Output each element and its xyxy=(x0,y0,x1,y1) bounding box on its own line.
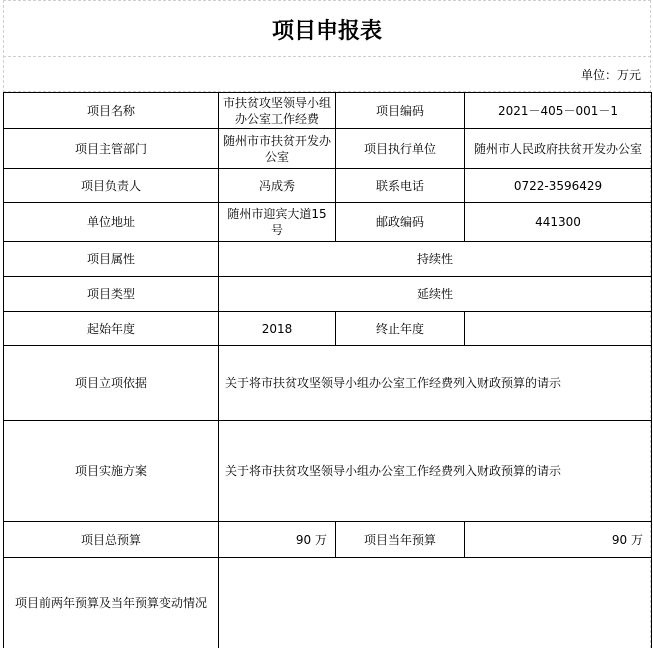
address-cell[interactable]: 随州市迎宾大道15号 xyxy=(219,203,336,242)
end-year-cell[interactable] xyxy=(465,312,652,346)
department-label: 项目主管部门 xyxy=(4,129,219,169)
basis-cell[interactable]: 关于将市扶贫攻坚领导小组办公室工作经费列入财政预算的请示 xyxy=(219,346,652,421)
leader-label: 项目负责人 xyxy=(4,169,219,203)
address-label: 单位地址 xyxy=(4,203,219,242)
table-row xyxy=(4,346,652,421)
total-budget-label: 项目总预算 xyxy=(4,522,219,558)
table-row xyxy=(4,93,652,129)
plan-cell[interactable]: 关于将市扶贫攻坚领导小组办公室工作经费列入财政预算的请示 xyxy=(219,421,652,522)
table-row xyxy=(4,277,652,312)
end-year-label: 终止年度 xyxy=(336,312,465,346)
total-budget-cell[interactable]: 90 万 xyxy=(219,522,336,558)
postcode-cell[interactable]: 441300 xyxy=(465,203,652,242)
exec-unit-label: 项目执行单位 xyxy=(336,129,465,169)
table-row xyxy=(4,421,652,522)
form-title: 项目申报表 xyxy=(3,2,651,57)
table-row xyxy=(4,169,652,203)
table-row xyxy=(4,558,652,648)
budget-change-cell[interactable] xyxy=(219,558,652,648)
project-name-cell[interactable]: 市扶贫攻坚领导小组办公室工作经费 xyxy=(219,93,336,129)
table-row xyxy=(4,203,652,242)
table-row xyxy=(4,242,652,277)
unit-label: 单位：万元 xyxy=(580,67,641,82)
basis-label: 项目立项依据 xyxy=(4,346,219,421)
exec-unit-cell[interactable]: 随州市人民政府扶贫开发办公室 xyxy=(465,129,652,169)
unit-row xyxy=(3,57,651,92)
table-row xyxy=(4,522,652,558)
attribute-cell[interactable]: 持续性 xyxy=(219,242,652,277)
start-year-cell[interactable]: 2018 xyxy=(219,312,336,346)
department-cell[interactable]: 随州市市扶贫开发办公室 xyxy=(219,129,336,169)
project-code-cell[interactable]: 2021－405－001－1 xyxy=(465,93,652,129)
table-row xyxy=(4,129,652,169)
phone-cell[interactable]: 0722-3596429 xyxy=(465,169,652,203)
plan-label: 项目实施方案 xyxy=(4,421,219,522)
type-cell[interactable]: 延续性 xyxy=(219,277,652,312)
year-budget-cell[interactable]: 90 万 xyxy=(465,522,652,558)
phone-label: 联系电话 xyxy=(336,169,465,203)
grid-line xyxy=(3,0,651,1)
start-year-label: 起始年度 xyxy=(4,312,219,346)
budget-change-label: 项目前两年预算及当年预算变动情况 xyxy=(4,558,219,648)
table-row xyxy=(4,312,652,346)
project-name-label: 项目名称 xyxy=(4,93,219,129)
postcode-label: 邮政编码 xyxy=(336,203,465,242)
year-budget-label: 项目当年预算 xyxy=(336,522,465,558)
leader-cell[interactable]: 冯成秀 xyxy=(219,169,336,203)
type-label: 项目类型 xyxy=(4,277,219,312)
project-code-label: 项目编码 xyxy=(336,93,465,129)
attribute-label: 项目属性 xyxy=(4,242,219,277)
project-application-table xyxy=(3,92,652,648)
